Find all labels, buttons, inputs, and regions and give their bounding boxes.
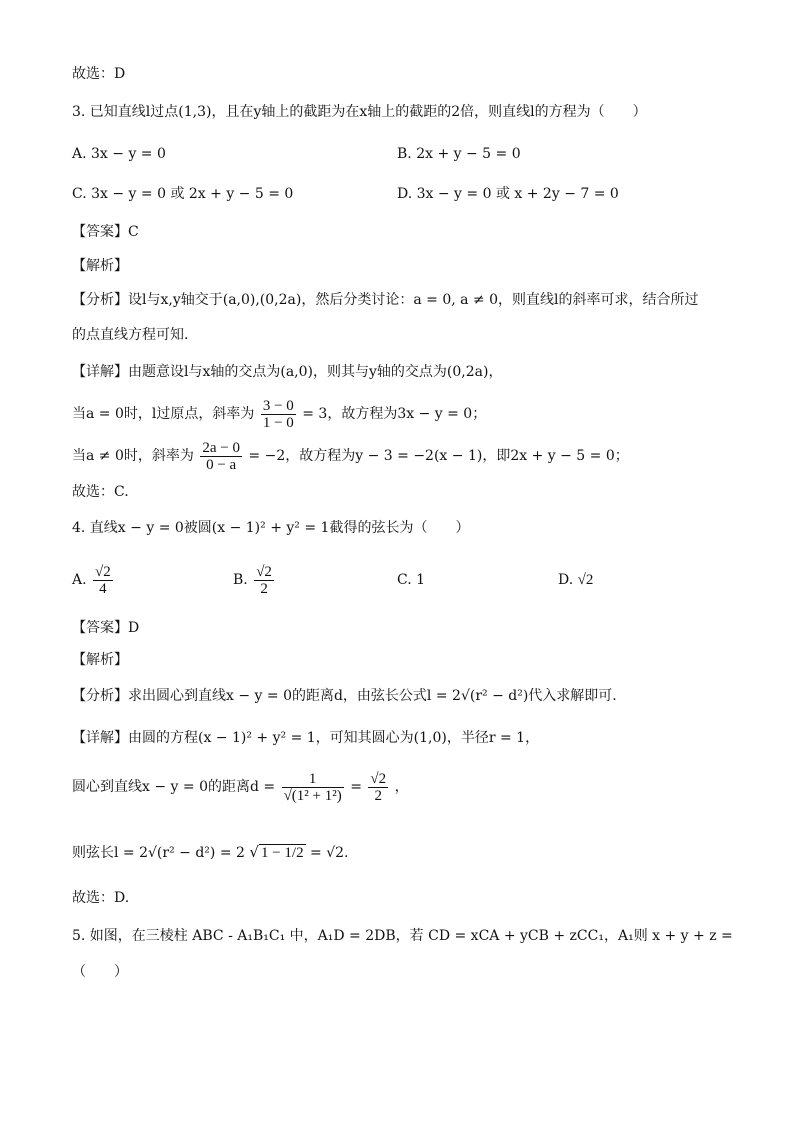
q3-fenxi-line-1: 【分析】设l与x,y轴交于(a,0),(0,2a)，然后分类讨论：a = 0, a ≠ 0，则直线l的斜率可求，结合所过 <box>72 292 699 308</box>
q4-detail-2-prefix: 圆心到直线x − y = 0的距离d = <box>72 779 276 795</box>
q3-detail-line-2 <box>72 396 486 432</box>
q4-option-a-denominator: 4 <box>99 580 107 597</box>
q4-distance-numerator: 1 <box>282 771 344 788</box>
q4-distance-fraction <box>282 771 344 804</box>
q3-detail-line-1: 【详解】由题意设l与x轴的交点为(a,0)，则其与y轴的交点为(0,2a)， <box>72 364 503 380</box>
q4-option-d <box>558 570 593 590</box>
q4-distance-result-numerator: √2 <box>370 770 387 787</box>
q4-stem: 4. 直线x − y = 0被圆(x − 1)² + y² = 1截得的弦长为（ ） <box>72 520 470 536</box>
q5-stem-line-2: （ ） <box>72 964 128 980</box>
q4-option-b-denominator: 2 <box>260 580 268 597</box>
q2-answer-line: 故选：D <box>72 66 126 82</box>
q4-detail-line-1: 【详解】由圆的方程(x − 1)² + y² = 1，可知其圆心为(1,0)，半径r = 1， <box>72 730 540 746</box>
q3-slope2-denominator: 0 − a <box>206 456 237 473</box>
q4-analysis-label: 【解析】 <box>72 652 128 668</box>
q4-option-b <box>233 560 276 600</box>
q4-option-d-value: √2 <box>577 572 594 588</box>
q3-fenxi-line-2: 的点直线方程可知. <box>72 327 189 343</box>
q3-detail-3-prefix: 当a ≠ 0时，斜率为 <box>72 448 194 464</box>
q3-detail-line-3 <box>72 438 629 474</box>
q4-detail-line-3 <box>72 834 349 871</box>
q4-option-c: C. 1 <box>397 572 426 588</box>
q4-distance-equals: = <box>350 779 362 795</box>
q4-fenxi: 【分析】求出圆心到直线x − y = 0的距离d，由弦长公式l = 2√(r² − d²)代入求解即可. <box>72 688 617 704</box>
q4-answer-label: 【答案】D <box>72 620 140 636</box>
q5-stem-line-1: 5. 如图，在三棱柱 ABC - A₁B₁C₁ 中，A₁D = 2DB，若 CD = xCA + yCB + zCC₁，A₁则 x + y + z = <box>72 928 733 944</box>
q3-detail-3-suffix: = −2，故方程为y − 3 = −2(x − 1)，即2x + y − 5 = 0； <box>248 448 629 464</box>
q3-option-b: B. 2x + y − 5 = 0 <box>397 146 521 162</box>
q4-option-a <box>72 560 115 600</box>
q3-slope-fraction <box>261 398 296 431</box>
q4-option-b-fraction <box>254 564 274 597</box>
q3-option-c: C. 3x − y = 0 或 2x + y − 5 = 0 <box>72 186 294 202</box>
q4-option-d-label: D. <box>558 572 574 588</box>
q3-detail-2-suffix: = 3，故方程为3x − y = 0； <box>302 406 487 422</box>
q3-analysis-label: 【解析】 <box>72 258 128 274</box>
q4-distance-result-denominator: 2 <box>374 787 383 804</box>
q3-conclusion: 故选：C. <box>72 484 129 500</box>
q4-detail-line-2 <box>72 766 409 808</box>
q3-slope-numerator: 3 − 0 <box>262 397 294 414</box>
q4-radical-content: 1 − 1/2 <box>260 845 304 861</box>
q4-detail-3-prefix: 则弦长l = 2√(r² − d²) = 2 <box>72 845 245 861</box>
q3-slope2-fraction <box>200 440 242 473</box>
q4-distance-result-fraction <box>368 771 388 804</box>
q4-conclusion: 故选：D. <box>72 890 130 906</box>
q4-option-a-numerator: √2 <box>95 563 111 580</box>
q4-option-a-label: A. <box>72 572 87 588</box>
q4-option-b-label: B. <box>233 572 248 588</box>
q3-slope2-numerator: 2a − 0 <box>202 439 240 456</box>
q3-option-a: A. 3x − y = 0 <box>72 146 166 162</box>
q3-detail-2-prefix: 当a = 0时，l过原点，斜率为 <box>72 406 255 422</box>
q3-slope-denominator: 1 − 0 <box>262 414 294 431</box>
q4-detail-3-suffix: = √2. <box>310 845 349 861</box>
q3-option-d: D. 3x − y = 0 或 x + 2y − 7 = 0 <box>397 186 619 202</box>
q4-distance-denominator: √(1² + 1²) <box>283 787 342 804</box>
q3-stem: 3. 已知直线l过点(1,3)，且在y轴上的截距为在x轴上的截距的2倍，则直线l的方程为（ ） <box>72 104 647 120</box>
q4-detail-2-suffix: ， <box>394 779 409 795</box>
q3-answer-label: 【答案】C <box>72 224 139 240</box>
q4-radical-sign: √ <box>249 843 259 861</box>
q4-option-a-fraction <box>93 564 113 597</box>
q4-option-b-numerator: √2 <box>256 563 272 580</box>
